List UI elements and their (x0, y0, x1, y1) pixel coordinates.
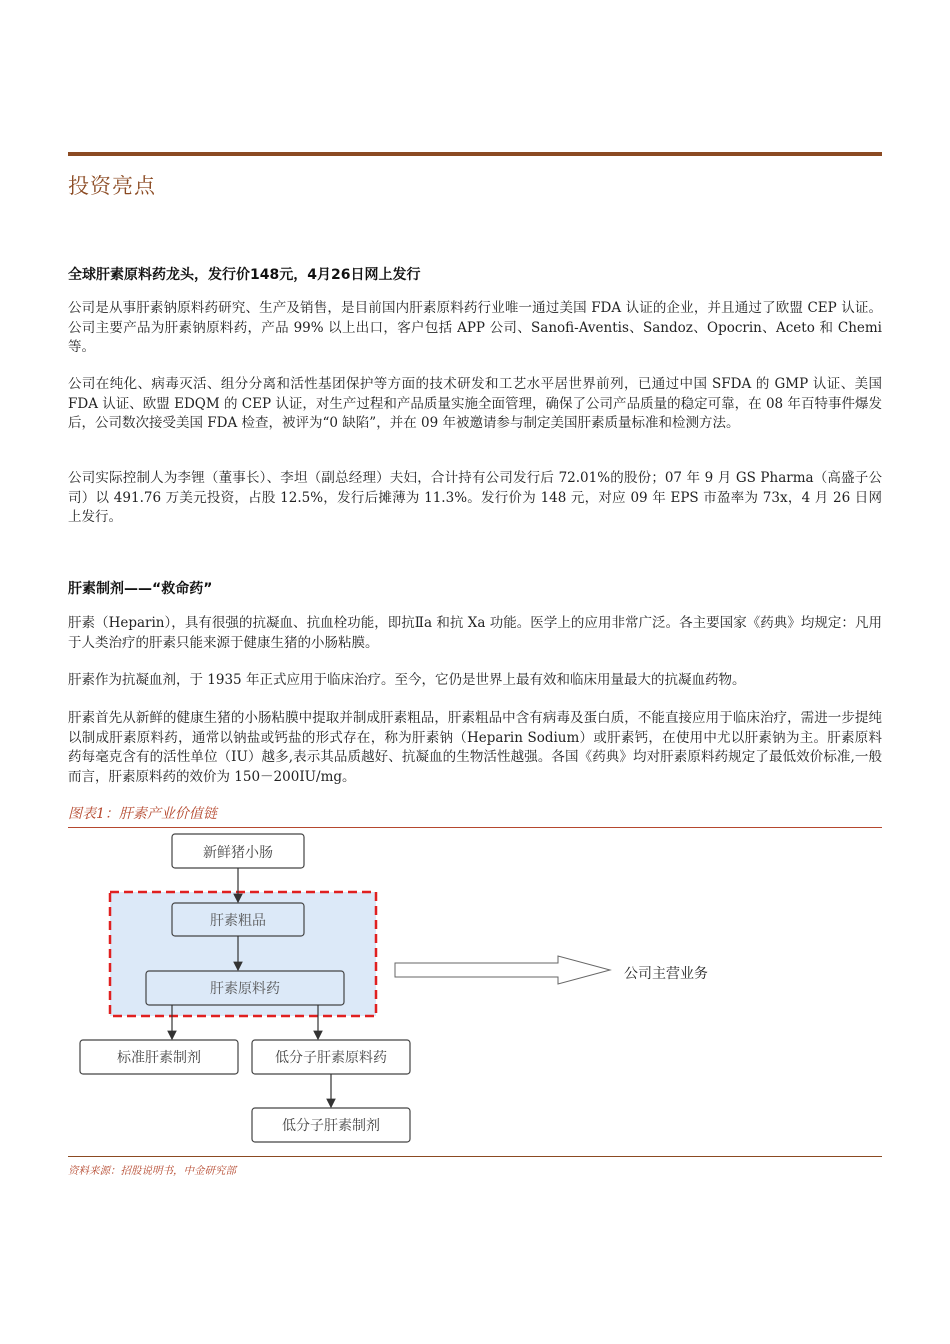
paragraph-technology: 公司在纯化、病毒灭活、组分分离和活性基团保护等方面的技术研发和工艺水平居世界前列，已通过中国 SFDA 的 GMP 认证、美国 FDA 认证、欧盟 EDQM 的 CEP 认证，对生产过程和产品质量实施全面管理，确保了公司产品质量的稳定可靠，在 08 年百特事件爆发后，公司数次接受美国 FDA 检查，被评为“0 缺陷”，并在 09 年被邀请参与制定美国肝素质量标准和检测方法。 (68, 376, 882, 431)
node-fresh-intestine (172, 834, 304, 868)
node-lmw-heparin-prep-label: 低分子肝素制剂 (282, 1118, 380, 1134)
value-chain-diagram (68, 830, 882, 1150)
source-note: 资料来源：招股说明书，中金研究部 (68, 1165, 236, 1177)
node-heparin-api (146, 971, 344, 1005)
source-rule (68, 1156, 882, 1157)
paragraph-heparin-process: 肝素首先从新鲜的健康生猪的小肠粘膜中提取并制成肝素粗品，肝素粗品中含有病毒及蛋白质，不能直接应用于临床治疗，需进一步提纯以制成肝素原料药，通常以钠盐或钙盐的形式存在，称为肝素钠（Heparin Sodium）或肝素钙，在使用中尤以肝素钠为主。肝素原料药每毫克含有的活性单位（IU）越多,表示其品质越好、抗凝血的生物活性越强。各国《药典》均对肝素原料药规定了最低效价标准,一般而言，肝素原料药的效价为 150－200IU/mg。 (68, 710, 882, 785)
node-standard-heparin (80, 1040, 238, 1074)
paragraph-ownership: 公司实际控制人为李锂（董事长）、李坦（副总经理）夫妇，合计持有公司发行后 72.01%的股份；07 年 9 月 GS Pharma（高盛子公司）以 491.76 万美元投资，占股 12.5%，发行后摊薄为 11.3%。发行价为 148 元，对应 09 年 EPS 市盈率为 73x，4 月 26 日网上发行。 (68, 470, 882, 525)
paragraph-heparin-history: 肝素作为抗凝血剂，于 1935 年正式应用于临床治疗。至今，它仍是世界上最有效和临床用量最大的抗凝血药物。 (68, 672, 746, 688)
heading-heparin-prep: 肝素制剂——“救命药” (68, 581, 213, 597)
node-lmw-heparin-api-label: 低分子肝素原料药 (275, 1050, 387, 1066)
section-title: 投资亮点 (68, 174, 156, 198)
node-standard-heparin-label: 标准肝素制剂 (117, 1050, 201, 1066)
paragraph-heparin-def: 肝素（Heparin），具有很强的抗凝血、抗血栓功能，即抗Ⅱa 和抗 Xa 功能。医学上的应用非常广泛。各主要国家《药典》均规定：凡用于人类治疗的肝素只能来源于健康生猪的小肠粘膜。 (68, 615, 882, 651)
top-rule (68, 152, 882, 156)
node-heparin-api-label: 肝素原料药 (210, 981, 280, 997)
heading-ipo: 全球肝素原料药龙头，发行价148元，4月26日网上发行 (68, 267, 421, 283)
paragraph-company-intro: 公司是从事肝素钠原料药研究、生产及销售，是目前国内肝素原料药行业唯一通过美国 FDA 认证的企业，并且通过了欧盟 CEP 认证。公司主要产品为肝素钠原料药，产品 99% 以上出口，客户包括 APP 公司、Sanofi-Aventis、Sandoz、Opocrin、Aceto 和 Chemi 等。 (68, 300, 882, 355)
callout-label: 公司主营业务 (624, 966, 708, 982)
node-crude-heparin-label: 肝素粗品 (210, 913, 266, 929)
node-lmw-heparin-prep (252, 1108, 410, 1142)
node-fresh-intestine-label: 新鲜猪小肠 (203, 845, 273, 861)
callout-arrow (395, 956, 610, 984)
figure-title-rule (68, 827, 882, 828)
node-lmw-heparin-api (252, 1040, 410, 1074)
figure-title: 图表1：肝素产业价值链 (68, 806, 217, 822)
node-crude-heparin (172, 903, 304, 936)
